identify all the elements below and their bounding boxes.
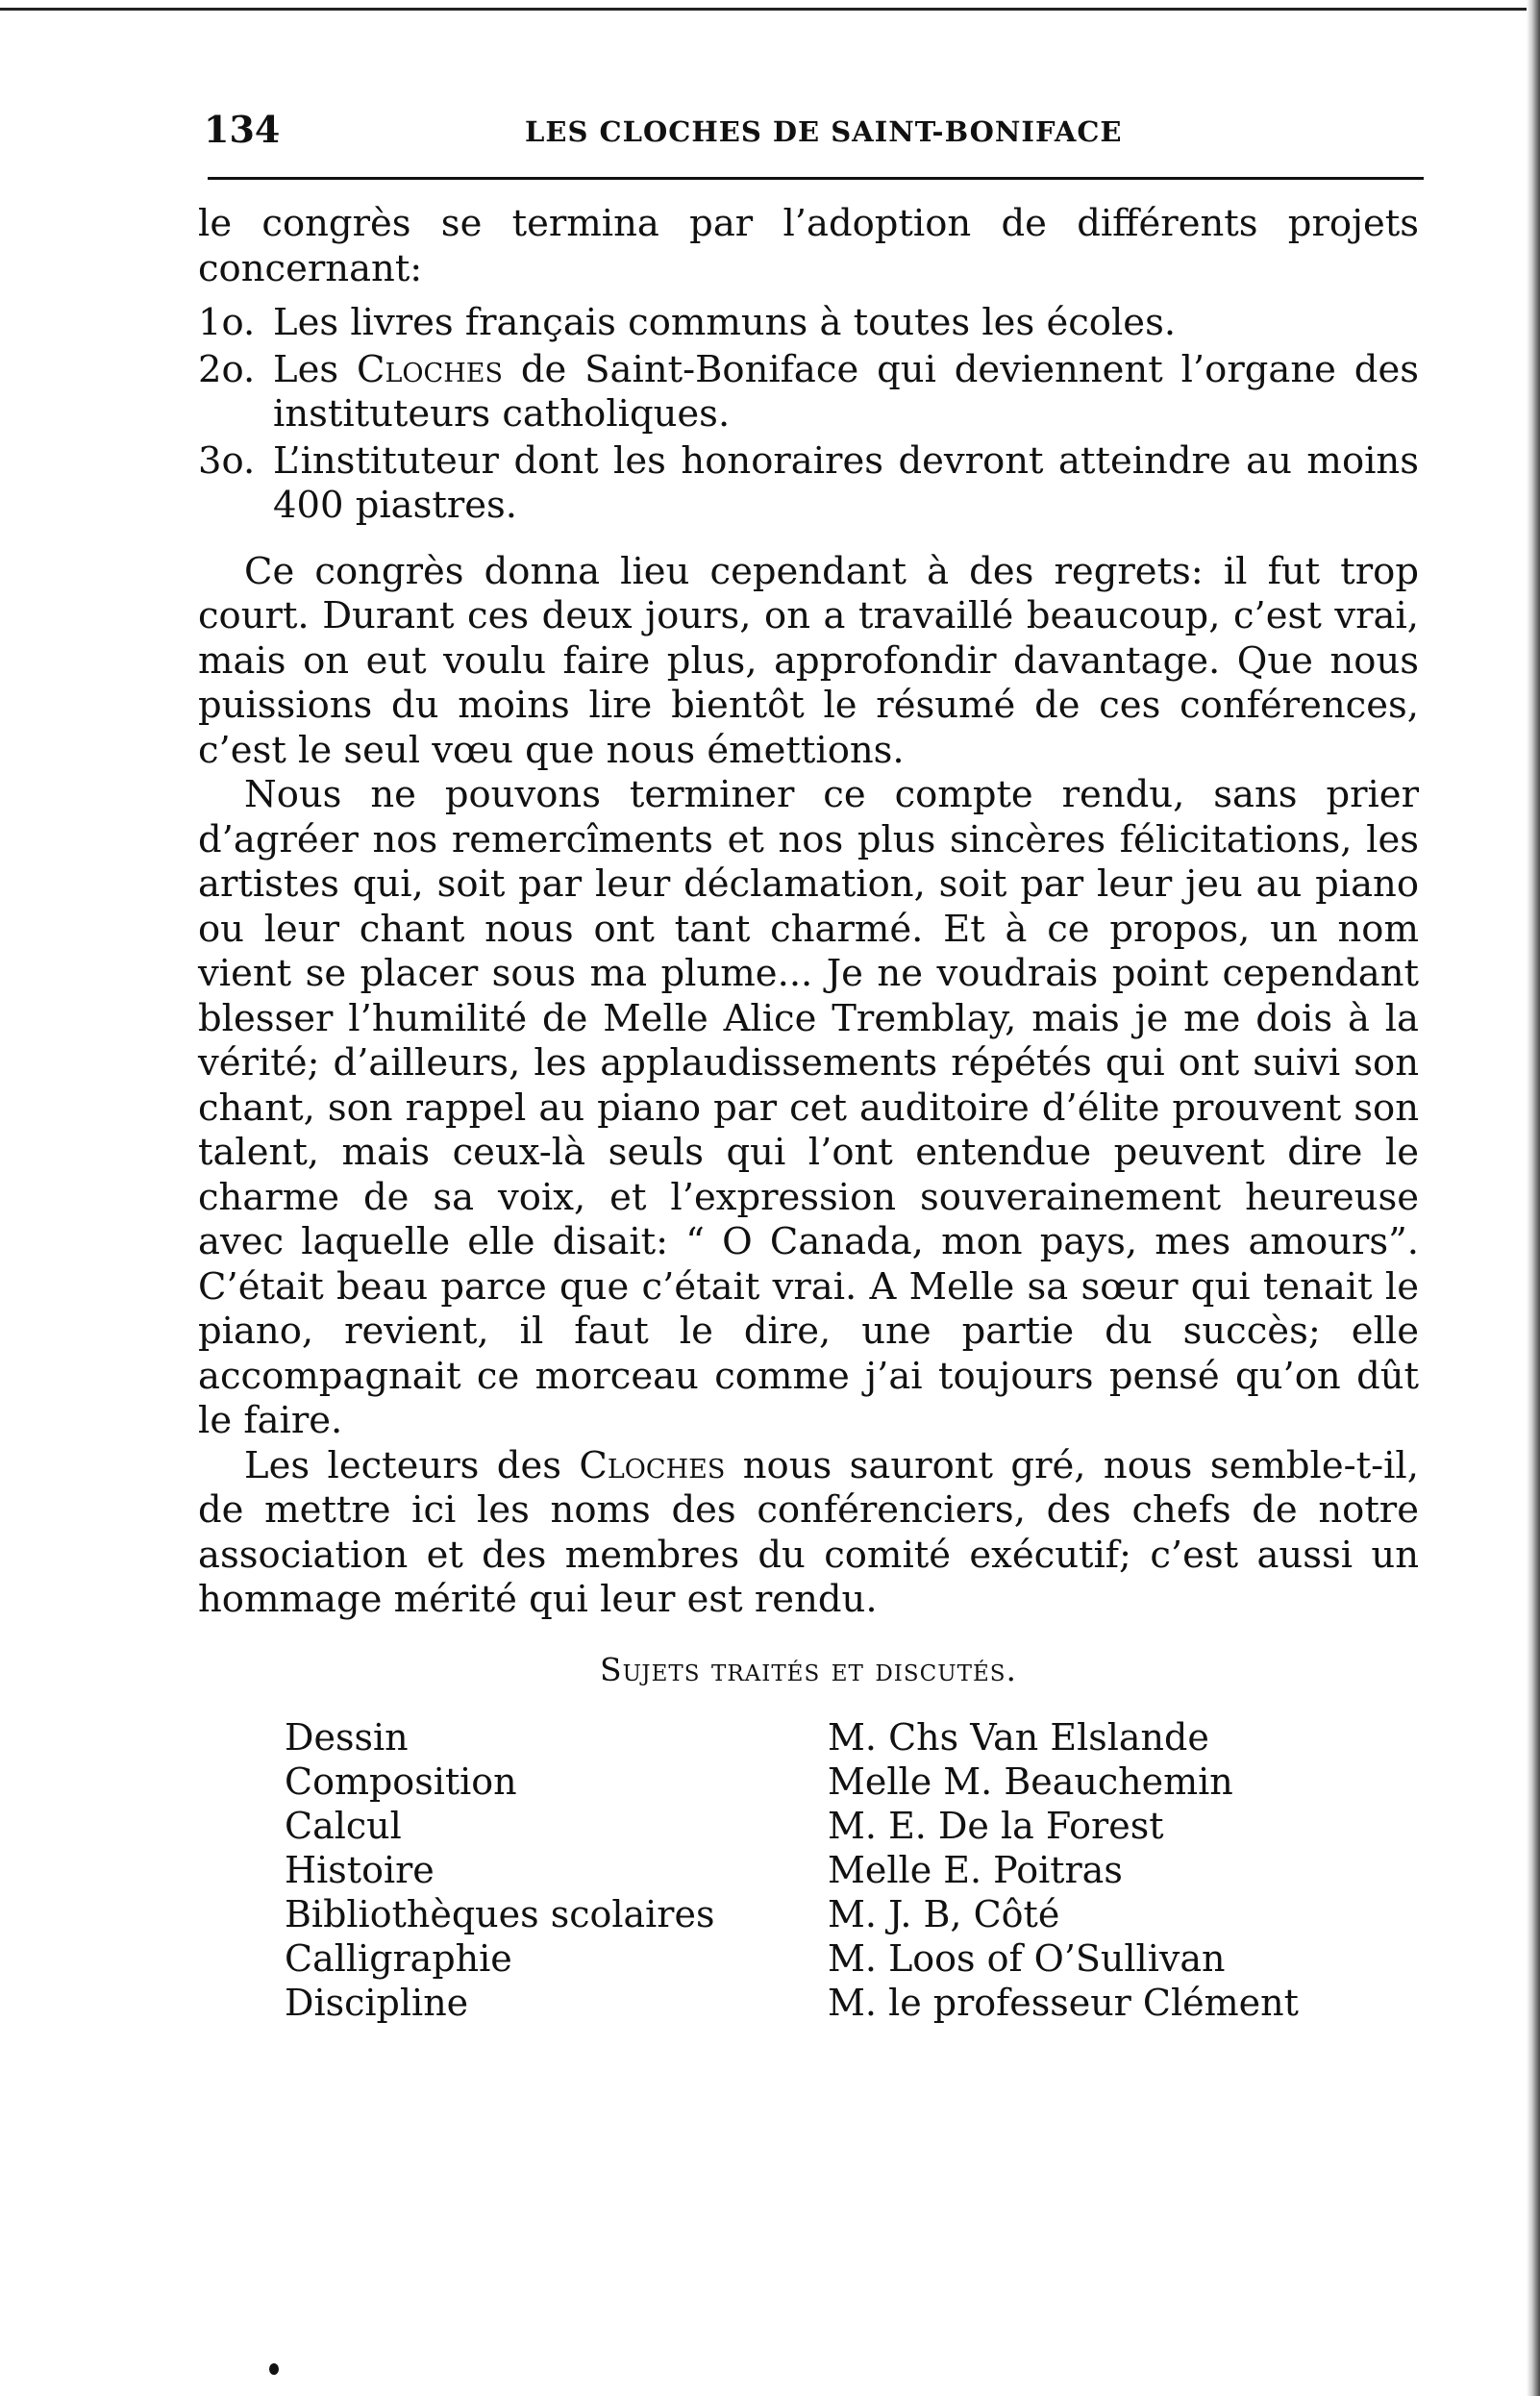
speaker-cell: M. Loos of O’Sullivan xyxy=(828,1937,1226,1980)
table-row xyxy=(285,1936,1438,1981)
speaker-cell: Melle M. Beauchemin xyxy=(828,1760,1233,1803)
list-item xyxy=(198,348,1419,437)
list-text-after: de Saint-Boniface qui deviennent l’organe des instituteurs catholiques. xyxy=(273,347,1419,436)
subjects-table xyxy=(285,1715,1438,2025)
subject-cell: Discipline xyxy=(285,1982,469,2024)
table-row xyxy=(285,1715,1438,1760)
subject-cell: Histoire xyxy=(285,1849,435,1891)
page-number: 134 xyxy=(204,108,281,151)
paragraph-regrets: Ce congrès donna lieu cependant à des regrets: il fut trop court. Durant ces deux jours, on a travaillé beaucoup, c’est vrai, mais on eut voulu faire plus, approfondir davantage. Que nous puissions du moins lire bientôt le résumé de ces conférences, c’est le seul vœu que nous émettions. xyxy=(198,549,1419,772)
speaker-cell: Melle E. Poitras xyxy=(828,1849,1123,1891)
header-rule xyxy=(208,177,1424,180)
paragraph-readers xyxy=(198,1444,1419,1623)
speaker-cell: M. E. De la Forest xyxy=(828,1805,1164,1847)
resolution-list xyxy=(198,301,1419,529)
list-number: 3o. xyxy=(198,438,256,483)
paragraph-text-after: nous sauront gré, nous semble-t-il, de mettre ici les noms des conférenciers, des chefs de notre association et des membres du comité exécutif; c’est aussi un hommage mérité qui leur est rendu. xyxy=(198,1443,1419,1621)
subject-cell: Composition xyxy=(285,1760,517,1803)
paragraph-thanks: Nous ne pouvons terminer ce compte rendu, sans prier d’agréer nos remercîments et nos plus sincères félicitations, les artistes qui, soit par leur déclamation, soit par leur jeu au piano ou leur chant nous ont tant charmé. Et à ce propos, un nom vient se placer sous ma plume... Je ne voudrais point cependant blesser l’humilité de Melle Alice Tremblay, mais je me dois à la vérité; d’ailleurs, les applaudissements répétés qui ont suivi son chant, son rappel au piano par cet auditoire d’élite prouvent son talent, mais ceux-là seuls qui l’ont entendue peuvent dire le charme de sa voix, et l’expression souverainement heureuse avec laquelle elle disait: “ O Canada, mon pays, mes amours”. C’était beau parce que c’était vrai. A Melle sa sœur qui tenait le piano, revient, il faut le dire, une partie du succès; elle accompagnait ce morceau comme j’ai toujours pensé qu’on dût le faire. xyxy=(198,773,1419,1442)
subject-cell: Dessin xyxy=(285,1716,409,1759)
intro-paragraph: le congrès se termina par l’adoption de différents projets concernant: xyxy=(198,202,1419,290)
page-header xyxy=(198,96,1419,173)
ink-spot xyxy=(269,2363,279,2375)
list-text xyxy=(273,348,1419,437)
subject-cell: Calligraphie xyxy=(285,1937,512,1980)
table-row xyxy=(285,1804,1438,1848)
running-head: LES CLOCHES DE SAINT-BONIFACE xyxy=(525,115,1123,148)
list-number: 2o. xyxy=(198,347,256,391)
list-text: Les livres français communs à toutes les écoles. xyxy=(273,301,1177,344)
speaker-cell: M. le professeur Clément xyxy=(828,1982,1299,2024)
speaker-cell: M. J. B, Côté xyxy=(828,1893,1060,1935)
list-text-before: Les xyxy=(273,347,358,391)
list-item xyxy=(198,301,1419,346)
table-row xyxy=(285,1892,1438,1936)
section-title: Sujets traités et discutés. xyxy=(600,1650,1017,1688)
journal-name: Cloches xyxy=(357,347,503,391)
speaker-cell: M. Chs Van Elslande xyxy=(828,1716,1209,1759)
book-page xyxy=(198,96,1419,2024)
list-number: 1o. xyxy=(198,301,256,344)
table-row xyxy=(285,1760,1438,1804)
subject-cell: Calcul xyxy=(285,1805,402,1847)
page-edge-shadow xyxy=(1527,0,1540,2396)
paragraph-text-before: Les lecteurs des xyxy=(244,1443,580,1487)
table-row xyxy=(285,1981,1438,2025)
journal-name: Cloches xyxy=(579,1443,726,1487)
table-row xyxy=(285,1848,1438,1892)
body-text xyxy=(198,202,1419,2025)
subject-cell: Bibliothèques scolaires xyxy=(285,1893,715,1935)
list-text: L’instituteur dont les honoraires devront atteindre au moins 400 piastres. xyxy=(273,438,1419,527)
list-item xyxy=(198,439,1419,529)
top-border-rule xyxy=(0,0,1540,11)
